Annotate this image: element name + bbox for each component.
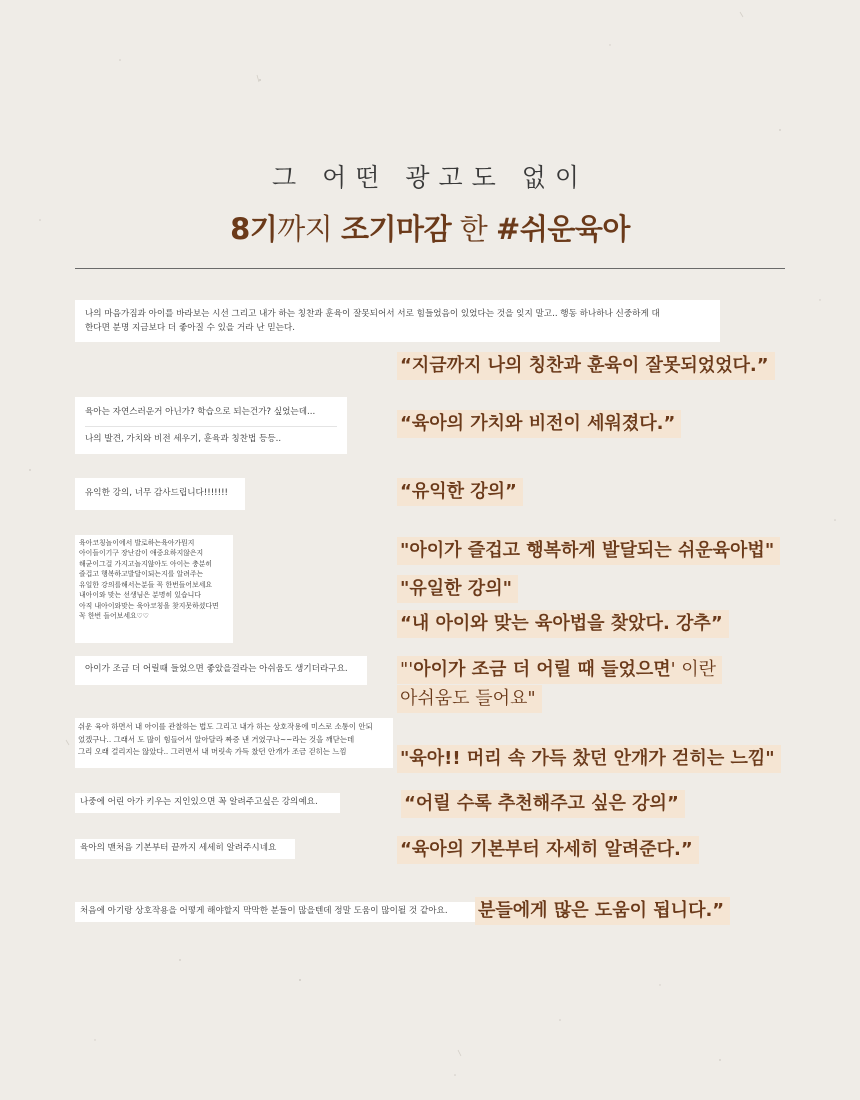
review-4-quote-2: "유일한 강의" bbox=[397, 575, 518, 603]
review-9-line-1: 처음에 아기랑 상호작용을 어떻게 해야할지 막막한 분들이 많을텐데 정말 도움이 많이될 것 같아요. bbox=[80, 906, 448, 916]
review-5-quote-rest: ' 이란 bbox=[670, 659, 717, 680]
review-4-line-5: 유일한 강의를해서는분들 꼭 한번들어보세요 bbox=[79, 580, 213, 589]
review-8-quote: “육아의 기본부터 자세히 알려준다.” bbox=[397, 836, 699, 864]
review-5-quote-open: "' bbox=[400, 659, 414, 680]
review-4-line-8: 꼭 한번 들어보세요♡♡ bbox=[79, 612, 149, 621]
review-5-quote-line-1 bbox=[397, 656, 722, 684]
review-4-quote-3: “내 아이와 맞는 육아법을 찾았다. 강추” bbox=[397, 610, 729, 638]
review-1-line-2: 한다면 분명 지금보다 더 좋아질 수 있을 거라 난 믿는다. bbox=[85, 322, 295, 333]
review-9-quote: 분들에게 많은 도움이 됩니다.” bbox=[475, 897, 730, 925]
review-card-5 bbox=[75, 656, 367, 685]
review-4-quote-1: "아이가 즐겁고 행복하게 발달되는 쉬운육아법" bbox=[397, 537, 780, 565]
review-2-quote: “육아의 가치와 비전이 세워졌다.” bbox=[397, 410, 681, 438]
title-part-4: 한 bbox=[451, 212, 497, 246]
review-card-8 bbox=[75, 839, 295, 859]
review-5-quote-line-2: 아쉬움도 들어요" bbox=[397, 685, 542, 713]
subtitle: 그 어떤 광고도 없이 bbox=[271, 163, 589, 192]
review-card-1 bbox=[75, 300, 720, 342]
title-part-5: #쉬운육아 bbox=[496, 212, 630, 246]
review-card-3 bbox=[75, 478, 245, 510]
review-card-9 bbox=[75, 902, 475, 922]
review-5-line-1: 아이가 조금 더 어릴때 들었으면 좋았을걸라는 아쉬움도 생기더라구요. bbox=[85, 664, 348, 674]
review-card-7 bbox=[75, 793, 340, 813]
review-4-line-4: 즐겁고 행복하고발달이되는지를 알려주는 bbox=[79, 570, 204, 579]
title-part-3: 조기마감 bbox=[341, 212, 452, 246]
review-card-4 bbox=[75, 535, 233, 643]
review-1-line-1: 나의 마음가짐과 아이를 바라보는 시선 그리고 내가 하는 칭찬과 훈육이 잘못되어서 서로 힘들었음이 있었다는 것을 잊지 말고.. 행동 하나하나 신중하게 대 bbox=[85, 309, 660, 319]
review-6-line-2: 었겠구나.. 그래서 도 많이 힘들어서 알아달라 짜증 낸 거였구나~~라는 것을 깨닫는데 bbox=[78, 734, 355, 744]
review-3-line-1: 유익한 강의, 너무 감사드립니다!!!!!!! bbox=[85, 488, 228, 498]
review-6-line-1: 쉬운 육아 하면서 내 아이를 관찰하는 법도 그리고 내가 하는 상호작용에 미스로 소통이 안되 bbox=[78, 722, 373, 731]
review-7-line-1: 나중에 어린 아가 키우는 지인있으면 꼭 알려주고싶은 강의예요. bbox=[80, 797, 318, 807]
review-2-line-1: 육아는 자연스러운거 아닌가? 학습으로 되는건가? 싶었는데... bbox=[85, 407, 316, 417]
review-card-6 bbox=[75, 718, 393, 768]
review-card-2 bbox=[75, 397, 347, 454]
review-6-line-3: 그리 오래 걸리지는 않았다.. 그러면서 내 머릿속 가득 찼던 안개가 조금 걷히는 느낌 bbox=[78, 747, 347, 757]
page-title bbox=[0, 207, 860, 248]
title-part-2: 까지 bbox=[277, 212, 342, 246]
review-4-line-2: 아이들이기구 장난감이 애중요하지않은지 bbox=[79, 549, 204, 558]
review-4-line-1: 육아코칭놀이에서 발로하는육아가뭔지 bbox=[79, 539, 195, 547]
review-5-quote-bold: 아이가 조금 더 어릴 때 들었으면 bbox=[413, 659, 671, 680]
review-6-quote: "육아!! 머리 속 가득 찼던 안개가 걷히는 느낌" bbox=[397, 745, 781, 773]
review-4-line-3: 해균이그걸 가지고놀지않아도 아이는 충분히 bbox=[79, 559, 213, 568]
title-part-1: 8기 bbox=[230, 212, 278, 246]
review-7-quote: “어릴 수록 추천해주고 싶은 강의” bbox=[401, 790, 685, 818]
review-4-line-7: 아직 내아이와맞는 육아코칭을 찾지못하셨다면 bbox=[79, 601, 219, 610]
title-divider bbox=[75, 268, 785, 269]
review-4-line-6: 내아이와 맞는 선생님은 분명히 있습니다 bbox=[79, 591, 201, 600]
review-8-line-1: 육아의 맨처음 기본부터 끝까지 세세히 알려주시네요 bbox=[80, 843, 277, 853]
review-3-quote: “유익한 강의” bbox=[397, 478, 523, 506]
review-1-quote: “지금까지 나의 칭찬과 훈육이 잘못되었었다.” bbox=[397, 352, 775, 380]
review-2-line-2: 나의 발견, 가치와 비전 세우기, 훈육과 칭찬법 등등.. bbox=[85, 426, 337, 447]
